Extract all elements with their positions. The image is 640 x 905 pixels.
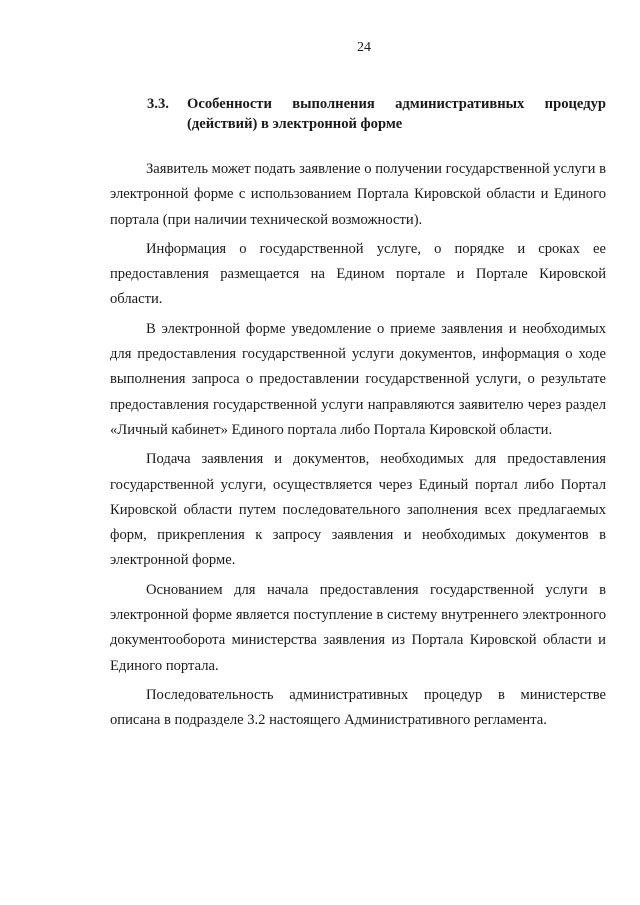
paragraph: Последовательность административных процедур в министерстве описана в подразделе 3.2 настоящего Административного регламента. xyxy=(110,686,606,729)
section-heading xyxy=(147,94,606,134)
paragraph: Подача заявления и документов, необходимых для предоставления государственной услуги, осуществляется через Единый портал либо Портал Кировской области путем последовательного заполнения всех предлагаемых форм, прикрепления к запросу заявления и необходимых документов в электронной форме. xyxy=(110,451,606,569)
paragraph: В электронной форме уведомление о приеме заявления и необходимых для предоставления государственной услуги документов, информация о ходе выполнения запроса о предоставлении государственной услуги, о результате предоставления государственной услуги направляются заявителю через раздел «Личный кабинет» Единого портала либо Портала Кировской области. xyxy=(110,320,606,438)
section-body xyxy=(110,157,606,734)
paragraph: Заявитель может подать заявление о получении государственной услуги в электронной форме с использованием Портала Кировской области и Единого портала (при наличии технической возможности). xyxy=(110,161,606,228)
paragraph: Информация о государственной услуге, о порядке и сроках ее предоставления размещается на Едином портале и Портале Кировской области. xyxy=(110,240,606,308)
page-number: 24 xyxy=(357,40,371,55)
section-title: Особенности выполнения административных процедур (действий) в электронной форме xyxy=(187,96,606,132)
section-3-3 xyxy=(110,94,606,738)
section-number: 3.3. xyxy=(147,96,169,112)
paragraph: Основанием для начала предоставления государственной услуги в электронной форме является поступление в систему внутреннего электронного документооборота министерства заявления из Портала Кировской области и Единого портала. xyxy=(110,581,606,674)
